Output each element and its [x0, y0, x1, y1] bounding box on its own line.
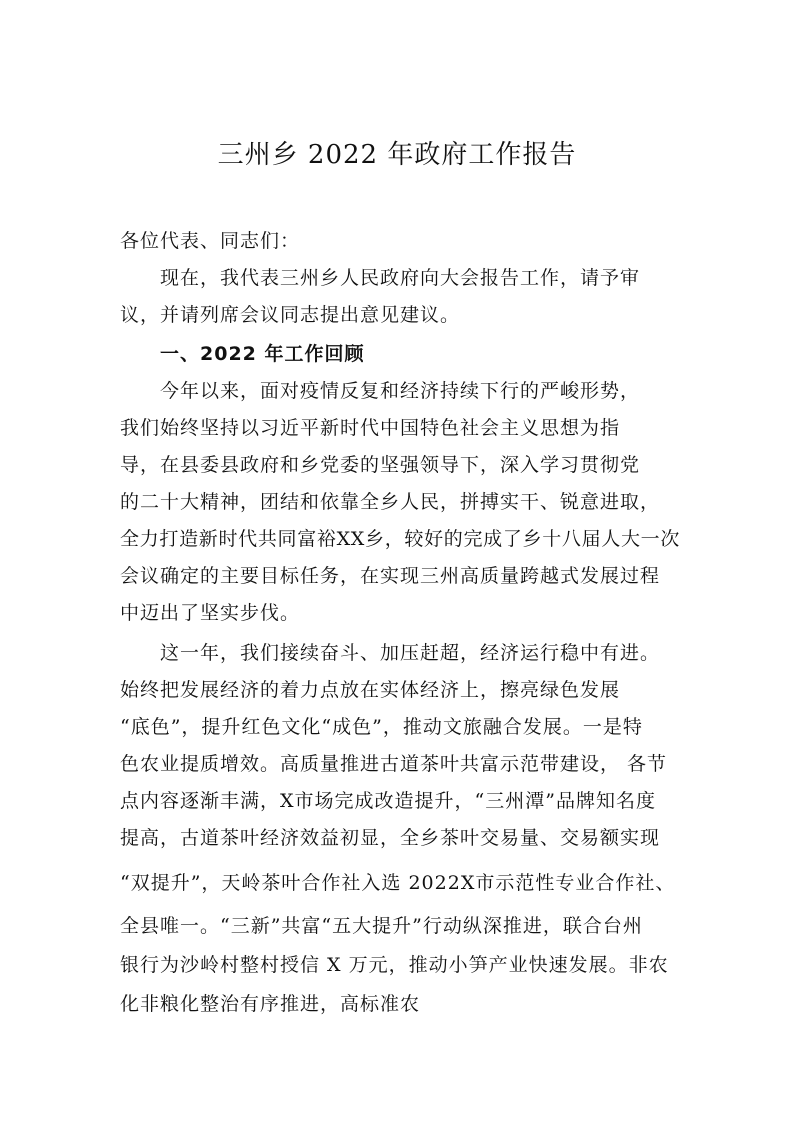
paragraph-line: 全力打造新时代共同富裕XX乡，较好的完成了乡十八届人大一次	[120, 528, 681, 550]
paragraph-line: 中迈出了坚实步伐。	[120, 602, 301, 624]
paragraph-line: 全县唯一。“三新”共富“五大提升”行动纵深推进，联合台州	[120, 915, 643, 937]
document-title: 三州乡 2022 年政府工作报告	[217, 140, 577, 170]
paragraph-line: 色农业提质增效。高质量推进古道茶叶共富示范带建设， 各节	[120, 753, 668, 775]
intro-line: 现在，我代表三州乡人民政府向大会报告工作，请予审	[160, 267, 641, 289]
paragraph-line: 导，在县委县政府和乡党委的坚强领导下，深入学习贯彻党	[120, 454, 641, 476]
paragraph-line: 今年以来，面对疫情反复和经济持续下行的严峻形势，	[160, 380, 641, 402]
intro-line: 议，并请列席会议同志提出意见建议。	[120, 304, 461, 326]
paragraph-line: 化非粮化整治有序推进，高标准农	[120, 993, 421, 1015]
paragraph-line: 我们始终坚持以习近平新时代中国特色社会主义思想为指	[120, 417, 621, 439]
paragraph-line: 银行为沙岭村整村授信 X 万元，推动小笋产业快速发展。非农	[120, 954, 669, 976]
paragraph-line: 的二十大精神，团结和依靠全乡人民，拼搏实干、锐意进取，	[120, 491, 661, 513]
paragraph-line: “底色”，提升红色文化“成色”，推动文旅融合发展。一是特	[120, 716, 643, 738]
paragraph-line: 会议确定的主要目标任务，在实现三州高质量跨越式发展过程	[120, 565, 661, 587]
paragraph-line: 提高，古道茶叶经济效益初显，全乡茶叶交易量、交易额实现	[120, 827, 661, 849]
paragraph-line: 点内容逐渐丰满，X市场完成改造提升，“三州潭”品牌知名度	[120, 790, 656, 812]
paragraph-line: 这一年，我们接续奋斗、加压赶超，经济运行稳中有进。	[160, 642, 661, 664]
salutation: 各位代表、同志们：	[120, 230, 301, 252]
paragraph-line: 始终把发展经济的着力点放在实体经济上，擦亮绿色发展	[120, 679, 621, 701]
paragraph-line: “双提升”，天岭茶叶合作社入选 2022X市示范性专业合作社、	[120, 872, 676, 894]
section-heading: 一、2022 年工作回顾	[160, 343, 365, 365]
